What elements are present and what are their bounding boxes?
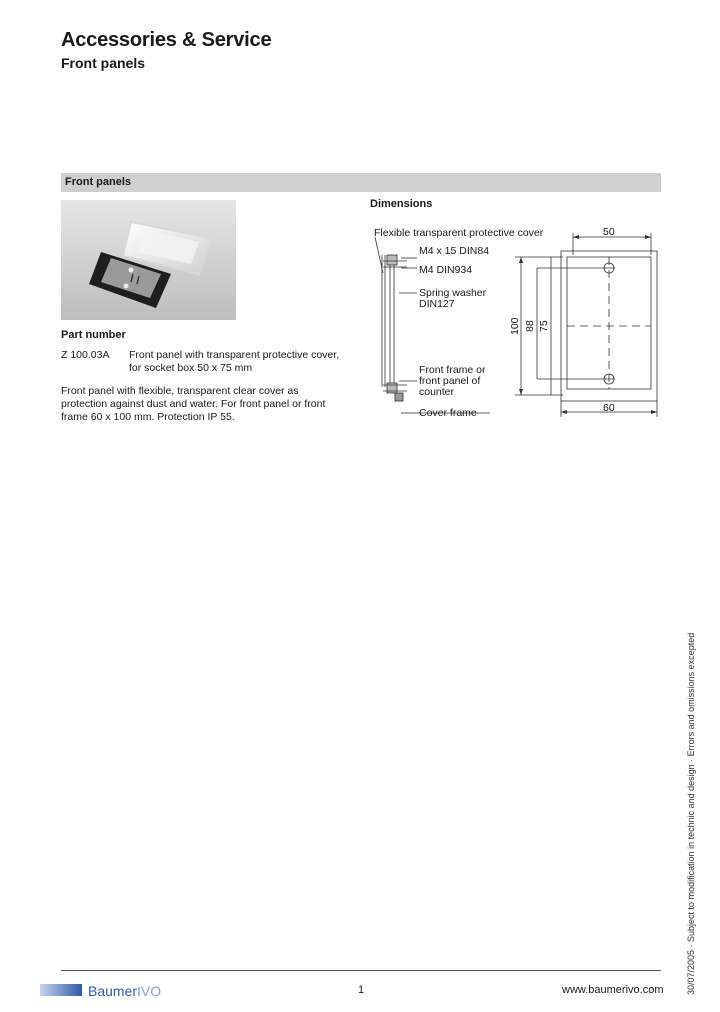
product-description <box>61 385 351 424</box>
page-subtitle: Front panels <box>61 55 146 71</box>
footer-divider <box>61 970 661 971</box>
dimensions-heading: Dimensions <box>370 198 433 210</box>
product-photo <box>61 200 236 320</box>
label-cover-frame: Cover frame <box>419 407 477 419</box>
label-screw: M4 x 15 DIN84 <box>419 245 490 257</box>
part-number-heading: Part number <box>61 329 126 341</box>
logo-bar-icon <box>40 984 82 996</box>
dim-height-100: 100 <box>509 317 521 335</box>
dim-height-88: 88 <box>524 320 536 332</box>
page-number: 1 <box>358 984 365 996</box>
section-header-label: Front panels <box>65 176 132 188</box>
dimension-drawing <box>365 215 665 430</box>
part-description-line: Front panel with transparent protective cover, <box>129 349 340 361</box>
website-link[interactable]: www.baumerivo.com <box>562 984 664 996</box>
dim-height-75: 75 <box>538 320 550 332</box>
description-line: frame 60 x 100 mm. Protection IP 55. <box>61 411 235 423</box>
part-description <box>129 349 359 375</box>
svg-text:BaumerIVO <box>88 983 161 999</box>
brand-logo[interactable] <box>40 981 180 999</box>
part-code: Z 100.03A <box>61 349 110 361</box>
screw-top <box>129 268 134 273</box>
screw-bottom <box>124 284 129 289</box>
description-line: Front panel with flexible, transparent clear cover as <box>61 385 299 397</box>
label-front-panel: front panel of <box>419 375 481 387</box>
legal-note: 30/07/2005 · Subject to modification in technic and design · Errors and omissions excepted <box>686 632 696 995</box>
label-front-frame: Front frame or <box>419 364 486 376</box>
part-description-line: for socket box 50 x 75 mm <box>129 362 253 374</box>
label-protective-cover: Flexible transparent protective cover <box>374 227 544 239</box>
label-spring-washer: Spring washer <box>419 287 487 299</box>
section-header <box>61 173 661 192</box>
page-title: Accessories & Service <box>61 29 272 51</box>
dim-width-top: 50 <box>603 226 615 238</box>
dim-width-bottom: 60 <box>603 402 615 414</box>
label-counter: counter <box>419 386 455 398</box>
brand-name-baumer: Baumer <box>88 983 138 999</box>
description-line: protection against dust and water. For front panel or front <box>61 398 326 410</box>
brand-name-ivo: IVO <box>137 983 162 999</box>
label-din127: DIN127 <box>419 298 455 310</box>
label-nut: M4 DIN934 <box>419 264 473 276</box>
